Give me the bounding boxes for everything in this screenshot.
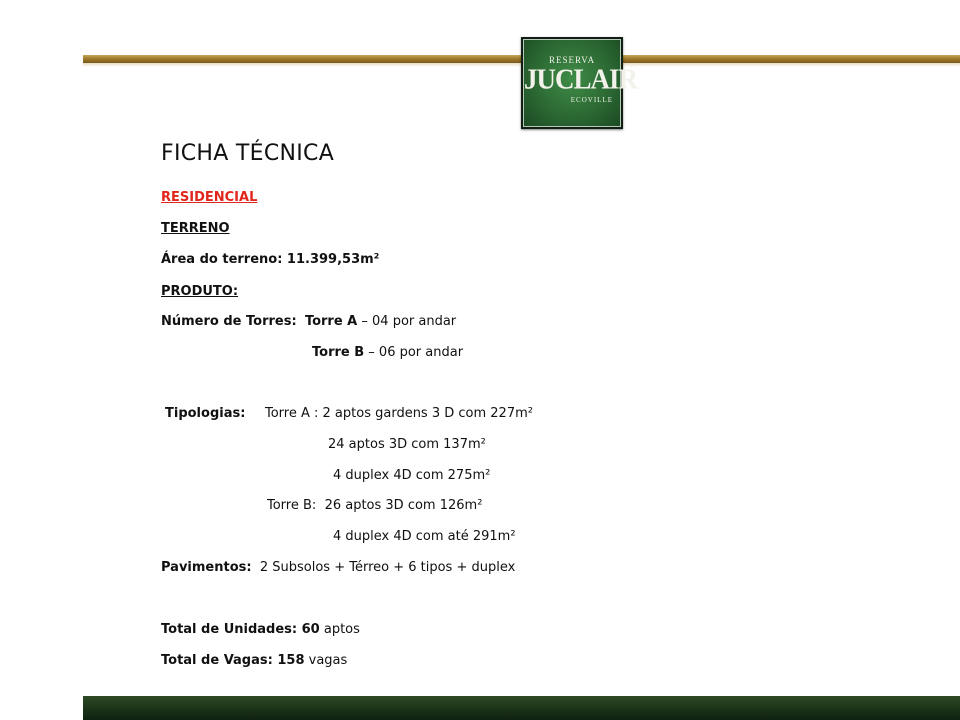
logo-main-text: JUCLAIR	[524, 63, 638, 95]
page-title: FICHA TÉCNICA	[161, 141, 335, 166]
torre-b-name: Torre B	[312, 345, 365, 360]
logo-panel	[523, 39, 638, 127]
section-produto: PRODUTO:	[161, 284, 239, 299]
total-unidades-unit: aptos	[323, 622, 360, 637]
tipologia-torre-a-item: 4 duplex 4D com 275m²	[333, 468, 491, 483]
pavimentos-value: 2 Subsolos + Térreo + 6 tipos + duplex	[259, 560, 516, 575]
pavimentos-line	[161, 560, 515, 576]
numero-torres-line	[161, 314, 456, 330]
tipologia-torre-b-label: Torre B:	[267, 498, 317, 513]
total-unidades-label: Total de Unidades: 60	[161, 622, 320, 637]
tipologia-torre-b-item: 26 aptos 3D com 126m²	[324, 498, 483, 513]
tipologia-torre-a-item: 2 aptos gardens 3 D com 227m²	[322, 406, 533, 421]
area-terreno: Área do terreno: 11.399,53m²	[161, 252, 380, 267]
section-residencial: RESIDENCIAL	[161, 190, 258, 205]
total-unidades-line	[161, 622, 360, 638]
section-terreno: TERRENO	[161, 221, 230, 236]
logo-top-text: RESERVA	[548, 55, 596, 65]
total-vagas-line	[161, 653, 347, 669]
total-vagas-label: Total de Vagas: 158	[161, 653, 305, 668]
numero-torres-label: Número de Torres:	[161, 314, 297, 329]
total-vagas-unit: vagas	[308, 653, 348, 668]
tipologia-torre-b-item: 4 duplex 4D com até 291m²	[333, 529, 516, 544]
torre-b-value: – 06 por andar	[368, 345, 464, 360]
tipologia-torre-a-item: 24 aptos 3D com 137m²	[328, 437, 486, 452]
pavimentos-label: Pavimentos:	[161, 560, 252, 575]
torre-a-name: Torre A	[304, 314, 358, 329]
torre-a-value: – 04 por andar	[361, 314, 457, 329]
tipologia-torre-b-first	[267, 498, 482, 514]
logo-bottom-text: ECOVILLE	[570, 96, 613, 104]
tipologias-label: Tipologias:	[165, 406, 246, 421]
tipologia-torre-a-first	[265, 406, 533, 422]
footer-green-band	[83, 696, 960, 720]
torre-b-line	[312, 345, 463, 361]
tipologia-torre-a-label: Torre A :	[265, 406, 323, 421]
reserva-juclair-logo	[521, 37, 638, 129]
